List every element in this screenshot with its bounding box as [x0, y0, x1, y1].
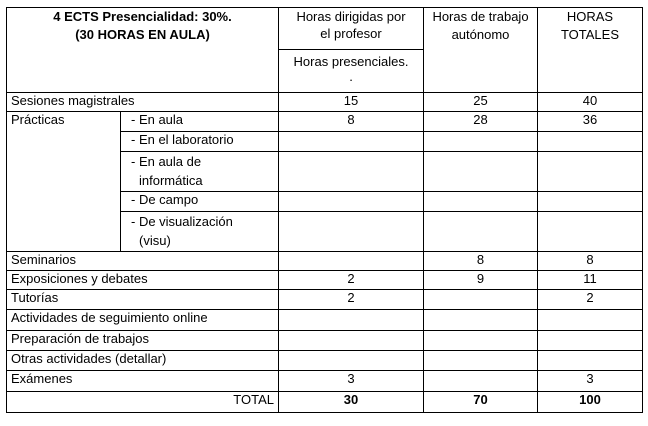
table-row	[7, 331, 643, 351]
table-row	[7, 252, 643, 271]
presential-cell	[279, 152, 424, 192]
autonomous-cell	[424, 212, 538, 252]
autonomous-hours-line-2: autónomo	[451, 27, 510, 42]
presential-cell: 2	[279, 290, 424, 310]
presential-total: 30	[279, 392, 424, 413]
title-line-1: 4 ECTS Presencialidad: 30%.	[53, 9, 232, 24]
autonomous-cell: 25	[424, 93, 538, 112]
autonomous-total: 70	[424, 392, 538, 413]
row-label: Seminarios	[7, 252, 279, 271]
autonomous-cell	[424, 351, 538, 371]
autonomous-hours-header	[424, 8, 538, 93]
directed-hours-header	[279, 8, 424, 50]
autonomous-cell	[424, 331, 538, 351]
total-hours-line-2: TOTALES	[560, 27, 620, 42]
total-cell	[538, 192, 643, 212]
row-label: Exposiciones y debates	[7, 271, 279, 290]
table-row	[7, 310, 643, 331]
presential-cell	[279, 252, 424, 271]
row-label: Otras actividades (detallar)	[7, 351, 279, 371]
row-label: - En el laboratorio	[121, 132, 279, 152]
presential-cell: 3	[279, 371, 424, 392]
directed-hours-line-1: Horas dirigidas por	[296, 9, 406, 24]
total-hours-header	[538, 8, 643, 93]
row-label-line-1: - De visualización	[131, 214, 233, 229]
grand-total: 100	[538, 392, 643, 413]
table-row	[7, 351, 643, 371]
presential-cell	[279, 132, 424, 152]
directed-hours-line-2: el profesor	[320, 26, 382, 41]
total-cell	[538, 331, 643, 351]
presential-cell	[279, 212, 424, 252]
total-cell	[538, 132, 643, 152]
total-label: TOTAL	[7, 392, 279, 413]
total-cell	[538, 351, 643, 371]
presential-cell: 15	[279, 93, 424, 112]
autonomous-cell	[424, 132, 538, 152]
table-row	[7, 93, 643, 112]
row-label	[121, 152, 279, 192]
table-title	[7, 8, 279, 93]
row-label-line-2: informática	[139, 173, 203, 188]
autonomous-cell	[424, 192, 538, 212]
presential-hours-line-1: Horas presenciales.	[293, 54, 409, 69]
autonomous-cell: 28	[424, 112, 538, 132]
table-row	[7, 290, 643, 310]
total-cell: 11	[538, 271, 643, 290]
presential-cell	[279, 310, 424, 331]
row-label: Preparación de trabajos	[7, 331, 279, 351]
presential-hours-line-2: .	[349, 69, 353, 84]
presential-hours-header	[279, 50, 424, 93]
autonomous-cell	[424, 152, 538, 192]
total-cell	[538, 152, 643, 192]
header-row	[7, 8, 643, 50]
autonomous-cell	[424, 290, 538, 310]
row-label: - En aula	[121, 112, 279, 132]
total-hours-line-1: HORAS	[566, 9, 614, 24]
presential-cell	[279, 192, 424, 212]
total-cell: 36	[538, 112, 643, 132]
autonomous-cell	[424, 310, 538, 331]
total-cell: 8	[538, 252, 643, 271]
autonomous-hours-line-1: Horas de trabajo	[432, 9, 529, 24]
table-row	[7, 371, 643, 392]
row-label: Exámenes	[7, 371, 279, 392]
row-label: Sesiones magistrales	[7, 93, 279, 112]
row-label-line-1: - En aula de	[131, 154, 202, 169]
table-row	[7, 271, 643, 290]
presential-cell: 8	[279, 112, 424, 132]
row-label: Actividades de seguimiento online	[7, 310, 279, 331]
total-cell: 40	[538, 93, 643, 112]
row-label: - De campo	[121, 192, 279, 212]
autonomous-cell: 9	[424, 271, 538, 290]
row-label	[121, 212, 279, 252]
autonomous-cell	[424, 371, 538, 392]
row-label: Tutorías	[7, 290, 279, 310]
presential-cell: 2	[279, 271, 424, 290]
total-row	[7, 392, 643, 413]
total-cell	[538, 212, 643, 252]
total-cell: 3	[538, 371, 643, 392]
presential-cell	[279, 331, 424, 351]
presential-cell	[279, 351, 424, 371]
ects-hours-table	[6, 7, 643, 413]
practicas-group-label: Prácticas	[7, 112, 121, 252]
row-label-line-2: (visu)	[139, 233, 171, 248]
total-cell	[538, 310, 643, 331]
table-row	[7, 112, 643, 132]
total-cell: 2	[538, 290, 643, 310]
title-line-2: (30 HORAS EN AULA)	[75, 27, 210, 42]
autonomous-cell: 8	[424, 252, 538, 271]
